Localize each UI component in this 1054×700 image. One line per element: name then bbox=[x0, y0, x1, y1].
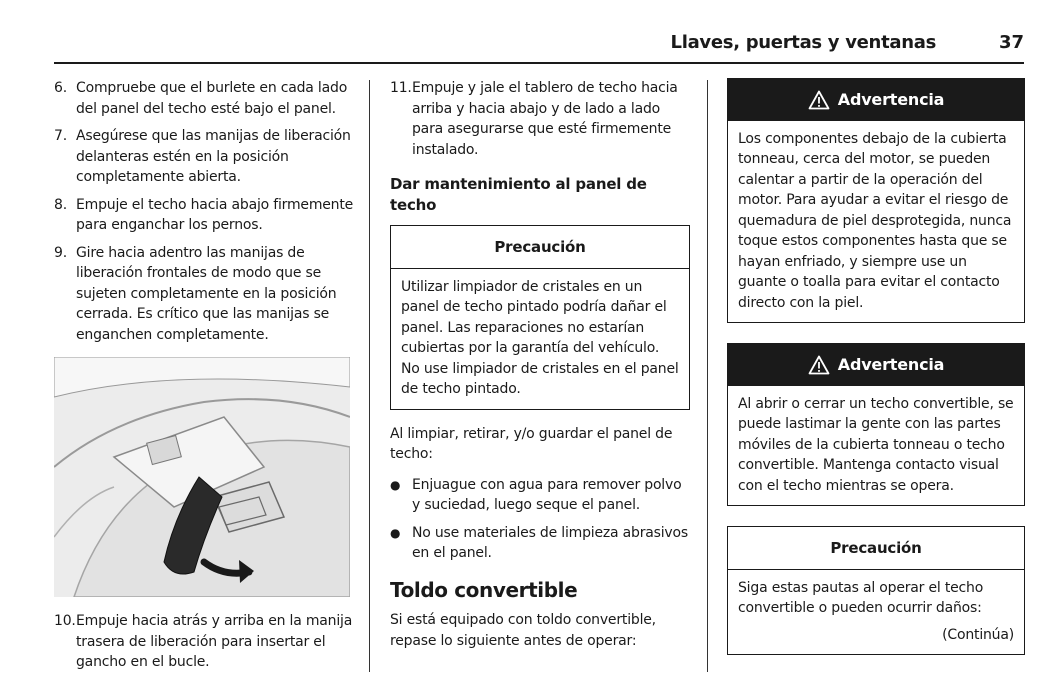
list-item bbox=[390, 523, 690, 564]
caution-body: Siga estas pautas al operar el techo convertible o pueden ocurrir daños: bbox=[738, 579, 984, 616]
column-divider-1 bbox=[369, 80, 370, 672]
step-number: 11. bbox=[390, 80, 412, 96]
continued-label: (Continúa) bbox=[942, 626, 1014, 643]
warning-header bbox=[728, 79, 1024, 121]
caution-title: Precaución bbox=[728, 527, 1024, 570]
maintenance-heading: Dar mantenimiento al panel de techo bbox=[390, 175, 647, 214]
column-2 bbox=[390, 78, 690, 661]
step-text: Empuje el techo hacia abajo firmemente para enganchar los pernos. bbox=[76, 196, 354, 233]
list-item bbox=[390, 78, 690, 160]
caution-body: Utilizar limpiador de cristales en un panel de techo pintado podría dañar el panel. Las reparaciones no estarían cubiertas por la garantía del vehículo. No use limpiador de cristales en el panel de techo pintado. bbox=[401, 278, 679, 397]
warning-triangle-icon bbox=[808, 355, 830, 375]
step-text: Gire hacia adentro las manijas de liberación frontales de modo que se sujeten completamente en la posición cerrada. Es crítico que las manijas se enganchen completamente. bbox=[76, 244, 337, 343]
warning-triangle-icon bbox=[808, 90, 830, 110]
steps-list-2 bbox=[54, 611, 354, 673]
list-item bbox=[54, 126, 354, 188]
header-section-title: Llaves, puertas y ventanas bbox=[670, 32, 936, 53]
convertible-heading: Toldo convertible bbox=[390, 577, 578, 602]
list-item bbox=[54, 78, 354, 119]
caution-body-wrap bbox=[728, 570, 1024, 655]
step-text: Asegúrese que las manijas de liberación delanteras estén en la posición completamente abierta. bbox=[76, 128, 351, 185]
caution-box-convertible bbox=[727, 526, 1025, 655]
release-handle-illustration bbox=[54, 357, 350, 597]
step-number: 8. bbox=[54, 196, 67, 213]
steps-list-3 bbox=[390, 78, 690, 160]
release-handle-drawing bbox=[54, 357, 350, 597]
step-number: 6. bbox=[54, 80, 67, 96]
column-divider-2 bbox=[707, 80, 708, 672]
list-item bbox=[390, 475, 690, 516]
cleaning-bullet-list bbox=[390, 475, 690, 564]
warning-title: Advertencia bbox=[837, 90, 945, 109]
step-text: Empuje y jale el tablero de techo hacia arriba y hacia abajo y de lado a lado para asegurarse que esté firmemente instalado. bbox=[412, 80, 678, 158]
page-number: 37 bbox=[998, 32, 1024, 53]
warning-body: Al abrir o cerrar un techo convertible, se puede lastimar la gente con las partes móviles de la cubierta tonneau o techo convertible. Mantenga contacto visual con el techo mientras se opera. bbox=[738, 395, 1014, 494]
list-item bbox=[54, 195, 354, 236]
step-number: 10. bbox=[54, 613, 76, 629]
warning-header bbox=[728, 344, 1024, 386]
column-1 bbox=[54, 78, 354, 680]
bullet-text: Enjuague con agua para remover polvo y suciedad, luego seque el panel. bbox=[412, 476, 682, 513]
caution-box-roof-panel bbox=[390, 225, 690, 410]
header-rule bbox=[54, 62, 1024, 64]
step-text: Empuje hacia atrás y arriba en la manija trasera de liberación para insertar el gancho en el bucle. bbox=[76, 613, 353, 670]
warning-box-moving-parts bbox=[727, 343, 1025, 506]
list-item bbox=[54, 243, 354, 346]
cleaning-intro: Al limpiar, retirar, y/o guardar el panel de techo: bbox=[390, 425, 673, 462]
warning-body: Los componentes debajo de la cubierta tonneau, cerca del motor, se pueden calentar a partir de la operación del motor. Para ayudar a evitar el riesgo de quemadura de piel desprotegida, nunca toque estos componentes hasta que se hayan enfriado, y siempre use un guante o toalla para evitar el contacto directo con la piel. bbox=[738, 130, 1012, 311]
convertible-text: Si está equipado con toldo convertible, repase lo siguiente antes de operar: bbox=[390, 612, 656, 649]
list-item bbox=[54, 611, 354, 673]
steps-list-1 bbox=[54, 78, 354, 345]
bullet-icon: ● bbox=[390, 477, 401, 492]
step-text: Compruebe que el burlete en cada lado del panel del techo esté bajo el panel. bbox=[76, 80, 348, 117]
caution-title: Precaución bbox=[391, 226, 689, 269]
warning-box-engine-heat bbox=[727, 78, 1025, 323]
column-3 bbox=[727, 78, 1025, 669]
bullet-icon: ● bbox=[390, 525, 401, 540]
bullet-text: No use materiales de limpieza abrasivos en el panel. bbox=[412, 524, 688, 561]
warning-title: Advertencia bbox=[837, 355, 945, 374]
step-number: 7. bbox=[54, 128, 67, 144]
step-number: 9. bbox=[54, 244, 67, 261]
